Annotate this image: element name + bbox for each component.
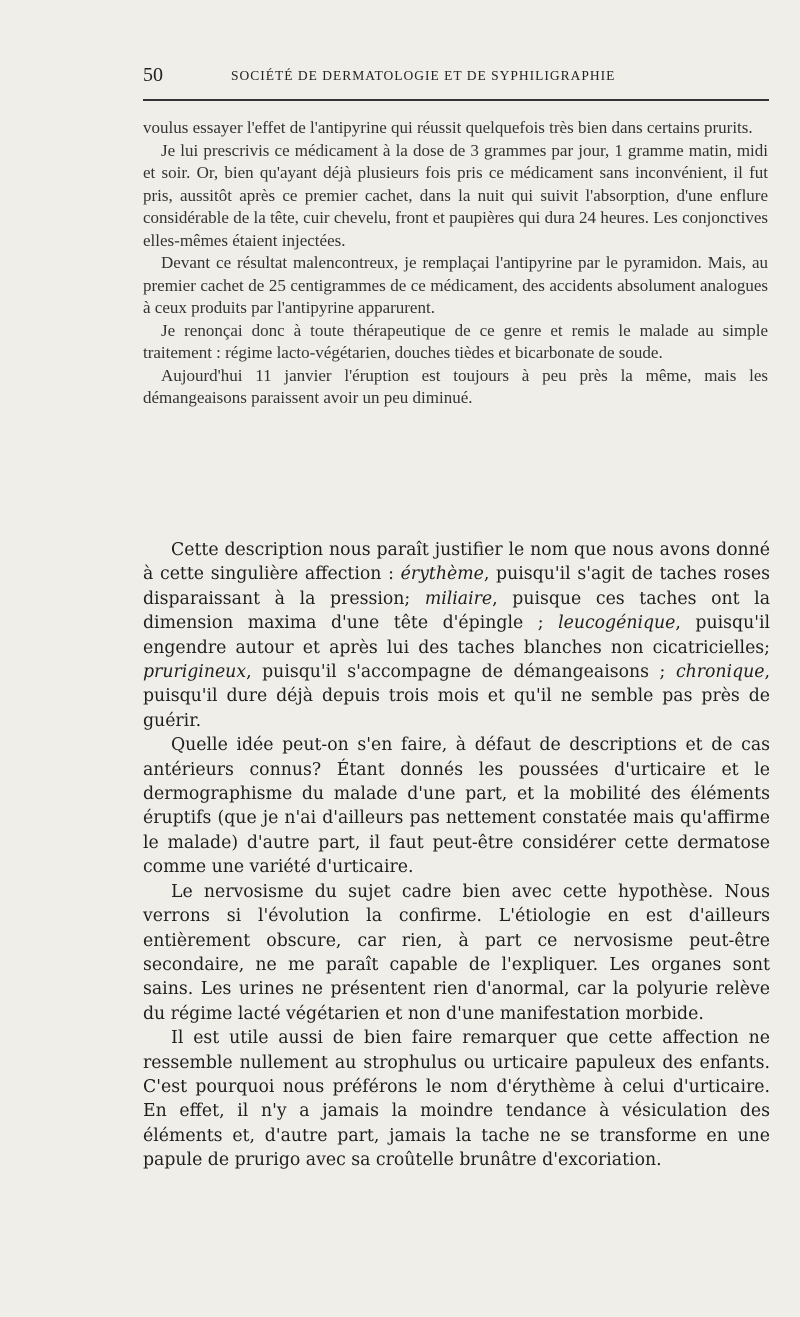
quote-paragraph: Aujourd'hui 11 janvier l'éruption est toujours à peu près la même, mais les démangeaisons paraissent avoir un peu diminué. — [143, 365, 768, 407]
term-prurigineux: prurigineux — [143, 662, 247, 683]
text-segment: , puisqu'il s'accompagne de démangeaisons ; — [246, 662, 676, 683]
header-rule — [143, 99, 769, 101]
page-number: 50 — [143, 64, 163, 86]
term-leucogenique: leucogénique — [558, 613, 676, 634]
text-segment: Cette description nous paraît justifier le nom que nous avons donné à cette singulière affection : — [143, 540, 770, 585]
quote-paragraph: voulus essayer l'effet de l'antipyrine qui réussit quelquefois très bien dans certains prurits. — [143, 118, 753, 137]
quote-paragraph: Je renonçai donc à toute thérapeutique de ce genre et remis le malade au simple traitement : régime lacto-végétarien, douches tièdes et bicarbonate de soude. — [143, 320, 768, 362]
text-segment: , puisque ces taches ont la dimension maxima d'une tête d'épingle ; — [143, 588, 771, 634]
term-miliaire: miliaire — [424, 588, 493, 609]
quote-paragraph: Je lui prescrivis ce médicament à la dose de 3 grammes par jour, 1 gramme matin, midi et soir. Or, bien qu'ayant déjà plusieurs fois pris ce médicament sans inconvénient, il fut pris, aussitôt après ce premier cachet, dans la nuit qui suivit l'absorption, d'une enflure considérable de la tête, cuir chevelu, front et paupières qui dura 24 heures. Les conjonctives elles-mêmes étaient injectées. — [143, 140, 768, 250]
page-header — [143, 64, 768, 90]
text-segment: , puisqu'il dure déjà depuis trois mois et qu'il ne semble pas près de guérir. — [143, 662, 770, 731]
body-paragraph: Il est utile aussi de bien faire remarquer que cette affection ne ressemble nullement au strophulus ou urticaire papuleux des enfants. C'est pourquoi nous préférons le nom d'érythème à celui d'urticaire. En effet, il n'y a jamais la moindre tendance à vésiculation des éléments et, d'autre part, jamais la tache ne se transforme en une papule de prurigo avec sa croûtelle brunâtre d'excoriation. — [143, 1028, 770, 1171]
quote-paragraph: Devant ce résultat malencontreux, je remplaçai l'antipyrine par le pyramidon. Mais, au premier cachet de 25 centigrammes de ce médicament, des accidents absolument analogues à ceux produits par l'antipyrine apparurent. — [143, 253, 768, 317]
term-erytheme: érythème — [400, 564, 484, 585]
main-text — [143, 538, 770, 1173]
body-paragraph: Quelle idée peut-on s'en faire, à défaut de descriptions et de cas antérieurs connus? Étant donnés les poussées d'urticaire et le dermographisme du malade d'une part, et la mobilité des éléments éruptifs (que je n'ai d'ailleurs pas nettement constatée mais qu'affirme le malade) d'autre part, il faut peut-être considérer cette dermatose comme une variété d'urticaire. — [143, 735, 770, 878]
body-paragraph: Le nervosisme du sujet cadre bien avec cette hypothèse. Nous verrons si l'évolution la confirme. L'étiologie en est d'ailleurs entièrement obscure, car rien, à part ce nervosisme peut-être secondaire, ne me paraît capable de l'expliquer. Les organes sont sains. Les urines ne présentent rien d'anormal, car la polyurie relève du régime lacté végétarien et non d'une manifestation morbide. — [143, 881, 770, 1024]
text-segment: , puisqu'il engendre autour et après lui des taches blanches non cicatricielles; — [143, 613, 770, 658]
running-title: SOCIÉTÉ DE DERMATOLOGIE ET DE SYPHILIGRAPHIE — [231, 68, 616, 83]
text-segment: , puisqu'il s'agit de taches roses disparaissant à la pression; — [143, 564, 770, 609]
body-paragraph — [143, 538, 770, 733]
term-chronique: chronique — [675, 662, 765, 683]
quoted-case-notes — [143, 117, 768, 410]
